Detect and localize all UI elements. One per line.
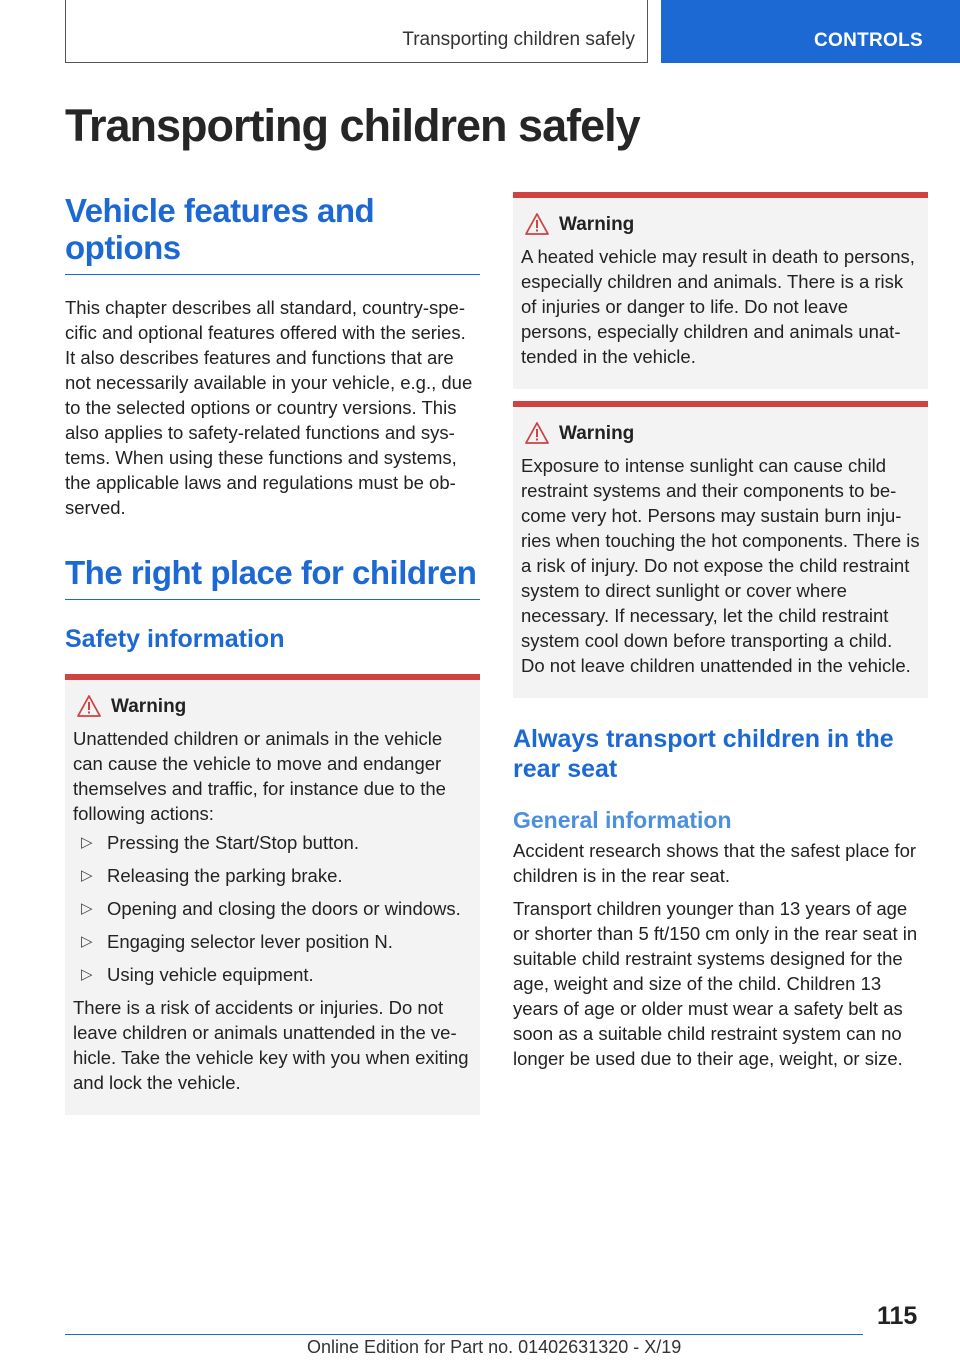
- triangle-right-icon: ▷: [81, 900, 93, 917]
- warning-title: Warning: [559, 214, 635, 235]
- section-tab-controls[interactable]: [661, 0, 960, 63]
- triangle-right-icon: ▷: [81, 966, 93, 983]
- warning-header: [73, 698, 472, 726]
- right-place-heading: The right place for children: [65, 554, 480, 600]
- general-info-p1: Accident research shows that the safest place for children is in the rear seat.: [513, 840, 917, 886]
- list-item: ▷ Pressing the Start/Stop button.: [81, 832, 359, 853]
- vehicle-features-text: This chapter describes all standard, country-specific and optional features offered with the series. It also describes features and functions that are not necessarily available in your vehicle, e.g., due to the selected options or country versions. This also applies to safety-related functions and systems. When using these functions and systems, the applicable laws and regulations must be observed.: [65, 297, 473, 518]
- warning-action-list: [73, 830, 472, 987]
- safety-info-heading: Safety information: [65, 625, 285, 653]
- warning-triangle-icon: [525, 213, 549, 235]
- warning-triangle-icon: [525, 422, 549, 444]
- list-item: ▷ Releasing the parking brake.: [81, 865, 343, 886]
- warning-header: [521, 216, 920, 244]
- page-number: 115: [877, 1302, 918, 1330]
- warning-text: Exposure to intense sunlight can cause child restraint systems and their components to become very hot. Persons may sustain burn injuries when touching the hot components. There is a risk of injury. Do not expose the child restraint system to direct sunlight or cover where necessary. If necessary, let the child restraint system cool down before transporting a child. Do not leave children unattended in the vehicle.: [521, 455, 920, 676]
- warning-intro: Unattended children or animals in the vehicle can cause the vehicle to move and endanger themselves and traffic, for instance due to the following actions:: [73, 728, 446, 824]
- list-item: ▷ Engaging selector lever position N.: [81, 931, 393, 952]
- footer-divider: [65, 1334, 863, 1335]
- section-tab-label: CONTROLS: [814, 30, 924, 51]
- left-column: [65, 192, 480, 1115]
- rear-seat-heading: Always transport children in the rear seat: [513, 725, 894, 783]
- warning-text: A heated vehicle may result in death to persons, especially children and animals. There is a risk of injuries or danger to life. Do not leave persons, especially children and animals unattended in the vehicle.: [521, 246, 915, 367]
- warning-title: Warning: [559, 423, 635, 444]
- right-column: [513, 192, 928, 1071]
- header-running-title: Transporting children safely: [402, 29, 635, 50]
- warning-title: Warning: [111, 696, 187, 717]
- page-title: Transporting children safely: [65, 100, 640, 151]
- triangle-right-icon: ▷: [81, 867, 93, 884]
- warning-header: [521, 425, 920, 453]
- warning-box-unattended: [65, 674, 480, 1115]
- warning-box-heated-vehicle: [513, 192, 928, 389]
- warning-outro: There is a risk of accidents or injuries. Do not leave children or animals unattended in the vehicle. Take the vehicle key with you when exiting and lock the vehicle.: [73, 997, 469, 1093]
- vehicle-features-heading: Vehicle features and options: [65, 192, 480, 275]
- edition-note: Online Edition for Part no. 01402631320 - X/19: [307, 1337, 682, 1357]
- list-item: ▷ Using vehicle equipment.: [81, 964, 314, 985]
- header-running-title-box: [65, 0, 648, 63]
- warning-box-sunlight: [513, 401, 928, 698]
- general-info-heading: General information: [513, 807, 732, 833]
- triangle-right-icon: ▷: [81, 834, 93, 851]
- list-item: ▷ Opening and closing the doors or windows.: [81, 898, 461, 919]
- triangle-right-icon: ▷: [81, 933, 93, 950]
- warning-triangle-icon: [77, 695, 101, 717]
- general-info-p2: Transport children younger than 13 years of age or shorter than 5 ft/150 cm only in the rear seat in suitable child restraint systems designed for the age, weight and size of the child. Children 13 years of age or older must wear a safety belt as soon as a suitable child restraint system can no longer be used due to their age, weight, or size.: [513, 898, 918, 1069]
